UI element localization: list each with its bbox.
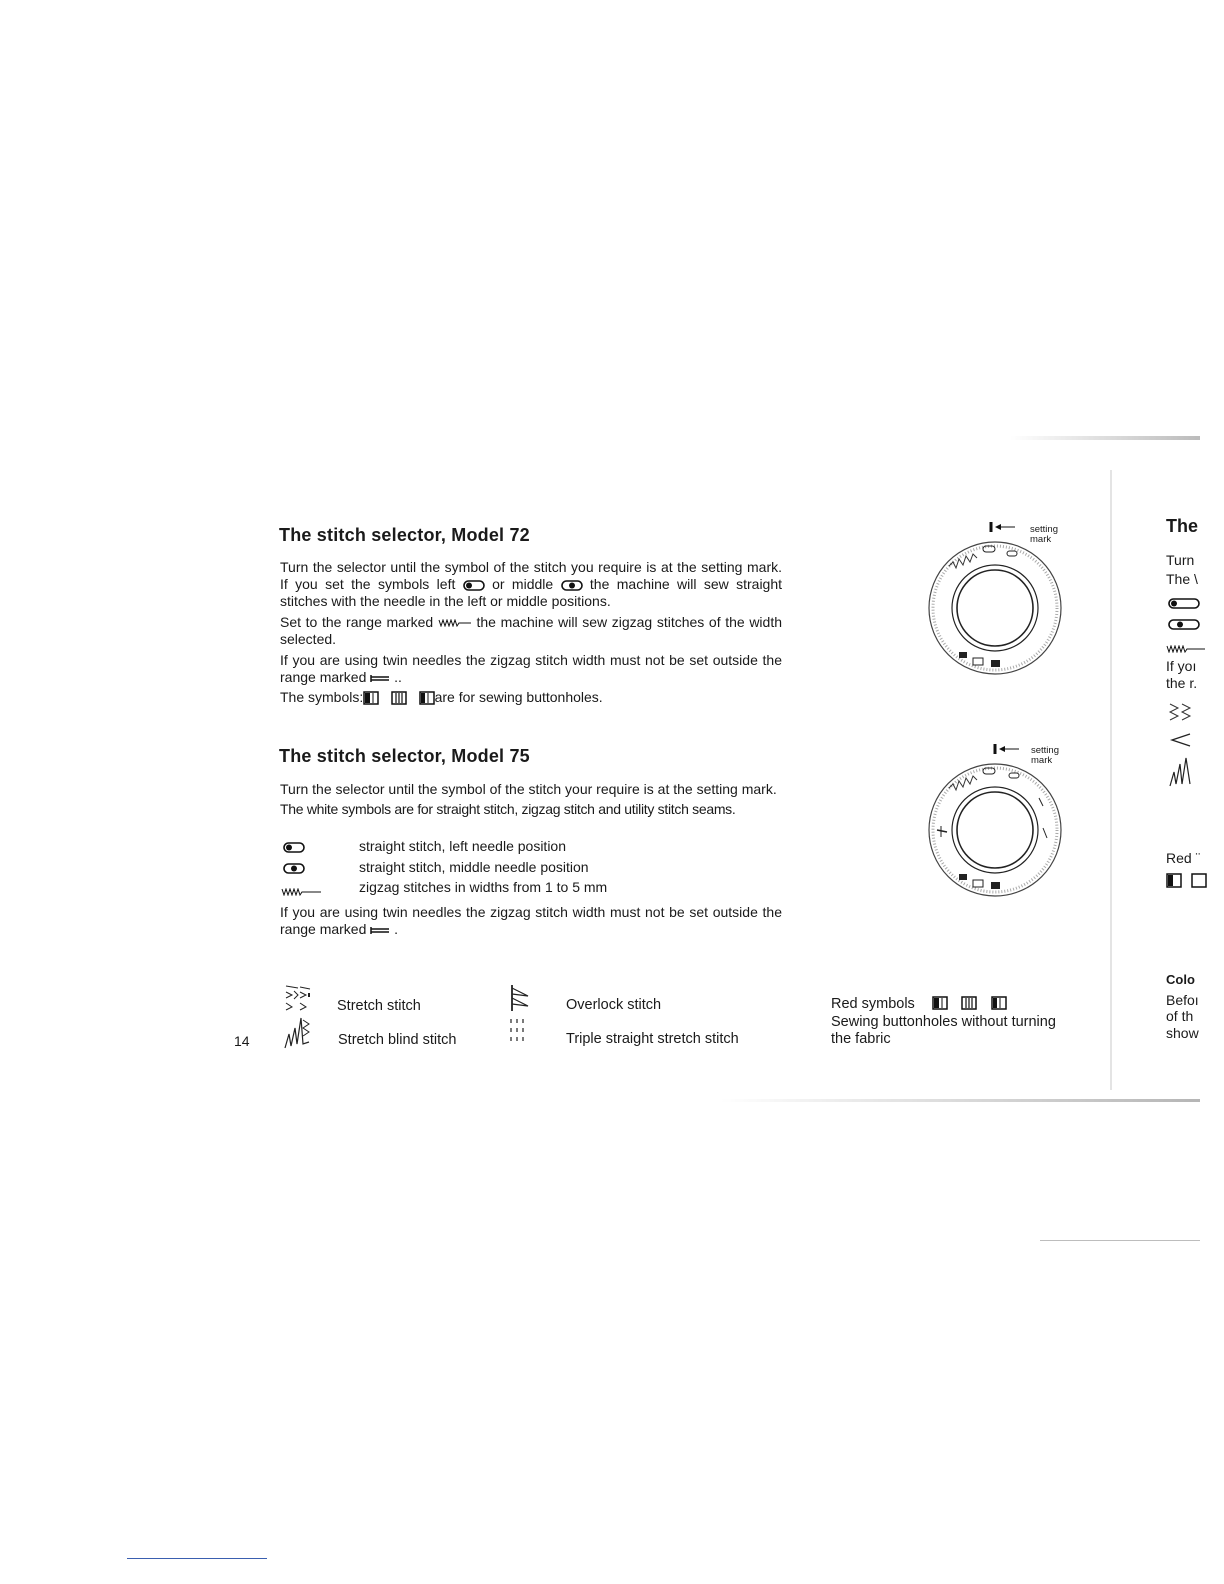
- dial-model75-setting: setting: [1031, 745, 1059, 756]
- buttonhole-left-icon: [932, 996, 948, 1010]
- stretch-blind-stitch-label: Stretch blind stitch: [338, 1032, 457, 1048]
- model72-p3-a: If you are using twin needles the zigzag stitch width must not be set outside the range marked: [280, 652, 782, 685]
- next-page-line-4: the r.: [1166, 675, 1198, 691]
- model75-paragraph-2: The white symbols are for straight stitch, zigzag stitch and utility stitch seams.: [280, 801, 736, 817]
- zigzag-icon: [281, 888, 323, 896]
- zigzag-icon: [438, 619, 472, 627]
- model72-paragraph-3: [280, 652, 782, 686]
- model72-paragraph-4: [280, 689, 782, 706]
- model75-paragraph-3: [280, 904, 782, 938]
- triple-stretch-stitch-label: Triple straight stretch stitch: [566, 1031, 739, 1047]
- buttonhole-middle-icon: [961, 996, 977, 1010]
- model72-p4-b: are for sewing buttonholes.: [434, 689, 603, 705]
- twin-needle-range-icon: [370, 926, 390, 935]
- model75-title: The stitch selector, Model 75: [279, 746, 530, 766]
- buttonhole-right-icon: [419, 691, 435, 705]
- red-symbols-label: Red symbols: [831, 996, 915, 1012]
- straight-left-icon: [283, 842, 305, 853]
- model72-p1-b: or middle: [492, 576, 554, 592]
- page-number: 14: [234, 1033, 250, 1049]
- red-buttonhole-icons: [932, 994, 1007, 1012]
- buttonhole-middle-icon: [391, 691, 407, 705]
- buttonhole-left-icon: [363, 691, 379, 705]
- next-page-line-2: The \: [1166, 571, 1198, 587]
- next-page-fragment: [1160, 460, 1224, 1160]
- model72-title: The stitch selector, Model 72: [279, 525, 530, 545]
- model72-p1-c: the machine will sew straight stitches with the needle in the left or middle positions.: [280, 576, 783, 609]
- stretch-stitch-icon: [284, 983, 312, 1016]
- dial-model72-mark: mark: [1030, 534, 1052, 545]
- model72-p2-b: the machine will sew zigzag stitches of the width selected.: [280, 614, 783, 647]
- model75-item-2-text: straight stitch, middle needle position: [359, 859, 589, 875]
- buttonhole-right-icon: [991, 996, 1007, 1010]
- next-page-colo: Colo: [1166, 972, 1195, 987]
- next-page-b2: of th: [1166, 1008, 1194, 1024]
- overlock-stitch-label: Overlock stitch: [566, 997, 662, 1013]
- straight-left-icon: [463, 580, 485, 591]
- model72-paragraph-2: [280, 614, 782, 648]
- model75-item-1: [283, 838, 305, 855]
- model72-p4-a: The symbols:: [280, 689, 364, 705]
- triple-stretch-stitch-icon: [508, 1017, 528, 1050]
- model75-item-2: [283, 859, 305, 876]
- model72-p2-a: Set to the range marked: [280, 614, 434, 630]
- next-page-line-1: Turn: [1166, 552, 1195, 568]
- stretch-stitch-label: Stretch stitch: [337, 998, 421, 1014]
- straight-middle-icon: [561, 580, 583, 591]
- scan-vertical-fold: [1110, 470, 1112, 1090]
- next-page-line-3: If yoı: [1166, 658, 1197, 674]
- scan-bottom-edge: [720, 1099, 1200, 1102]
- next-zigzag-icon: [1166, 640, 1206, 658]
- model72-p3-b: ..: [394, 669, 402, 685]
- next-straight-middle-icon: [1168, 617, 1200, 635]
- next-page-title: The: [1166, 516, 1199, 536]
- model75-item-3-text: zigzag stitches in widths from 1 to 5 mm: [359, 879, 608, 895]
- dial-model72-setting: setting: [1030, 524, 1058, 535]
- twin-needle-range-icon: [370, 674, 390, 683]
- model75-p3-b: .: [394, 921, 399, 937]
- scan-top-edge: [1010, 436, 1200, 440]
- scan-lower-line: [1040, 1240, 1200, 1241]
- model75-text: [280, 781, 782, 818]
- next-buttonhole-icons: [1166, 873, 1216, 894]
- overlock-stitch-icon: [508, 984, 532, 1017]
- model75-p3-a: If you are using twin needles the zigzag stitch width must not be set outside the range marked: [280, 904, 782, 937]
- model75-paragraph-1: Turn the selector until the symbol of the stitch your require is at the setting mark.: [280, 781, 777, 797]
- dial-model72-label: [1030, 525, 1058, 545]
- model75-item-3: [281, 883, 323, 900]
- dial-model75-mark: mark: [1031, 755, 1053, 766]
- next-stitch-icons: [1168, 700, 1208, 795]
- model72-p1-a: Turn the selector until the symbol of the stitch you require is at the setting mark. If you set the symbols left: [280, 559, 782, 592]
- straight-middle-icon: [283, 863, 305, 874]
- next-page-b3: show: [1166, 1025, 1199, 1041]
- model75-paragraph-3-wrap: [280, 904, 782, 938]
- next-page-red: Red ¨: [1166, 850, 1201, 866]
- dial-model75-label: [1031, 746, 1059, 766]
- model72-paragraph-1: [280, 559, 782, 610]
- stretch-blind-stitch-icon: [283, 1014, 313, 1055]
- scan-bottom-left-line: [127, 1558, 267, 1559]
- model75-item-1-text: straight stitch, left needle position: [359, 838, 567, 854]
- red-symbols-text: Sewing buttonholes without turning the fabric: [831, 1014, 1056, 1047]
- next-page-b1: Befoı: [1166, 992, 1199, 1008]
- next-straight-left-icon: [1168, 596, 1200, 614]
- model72-text: [280, 559, 782, 706]
